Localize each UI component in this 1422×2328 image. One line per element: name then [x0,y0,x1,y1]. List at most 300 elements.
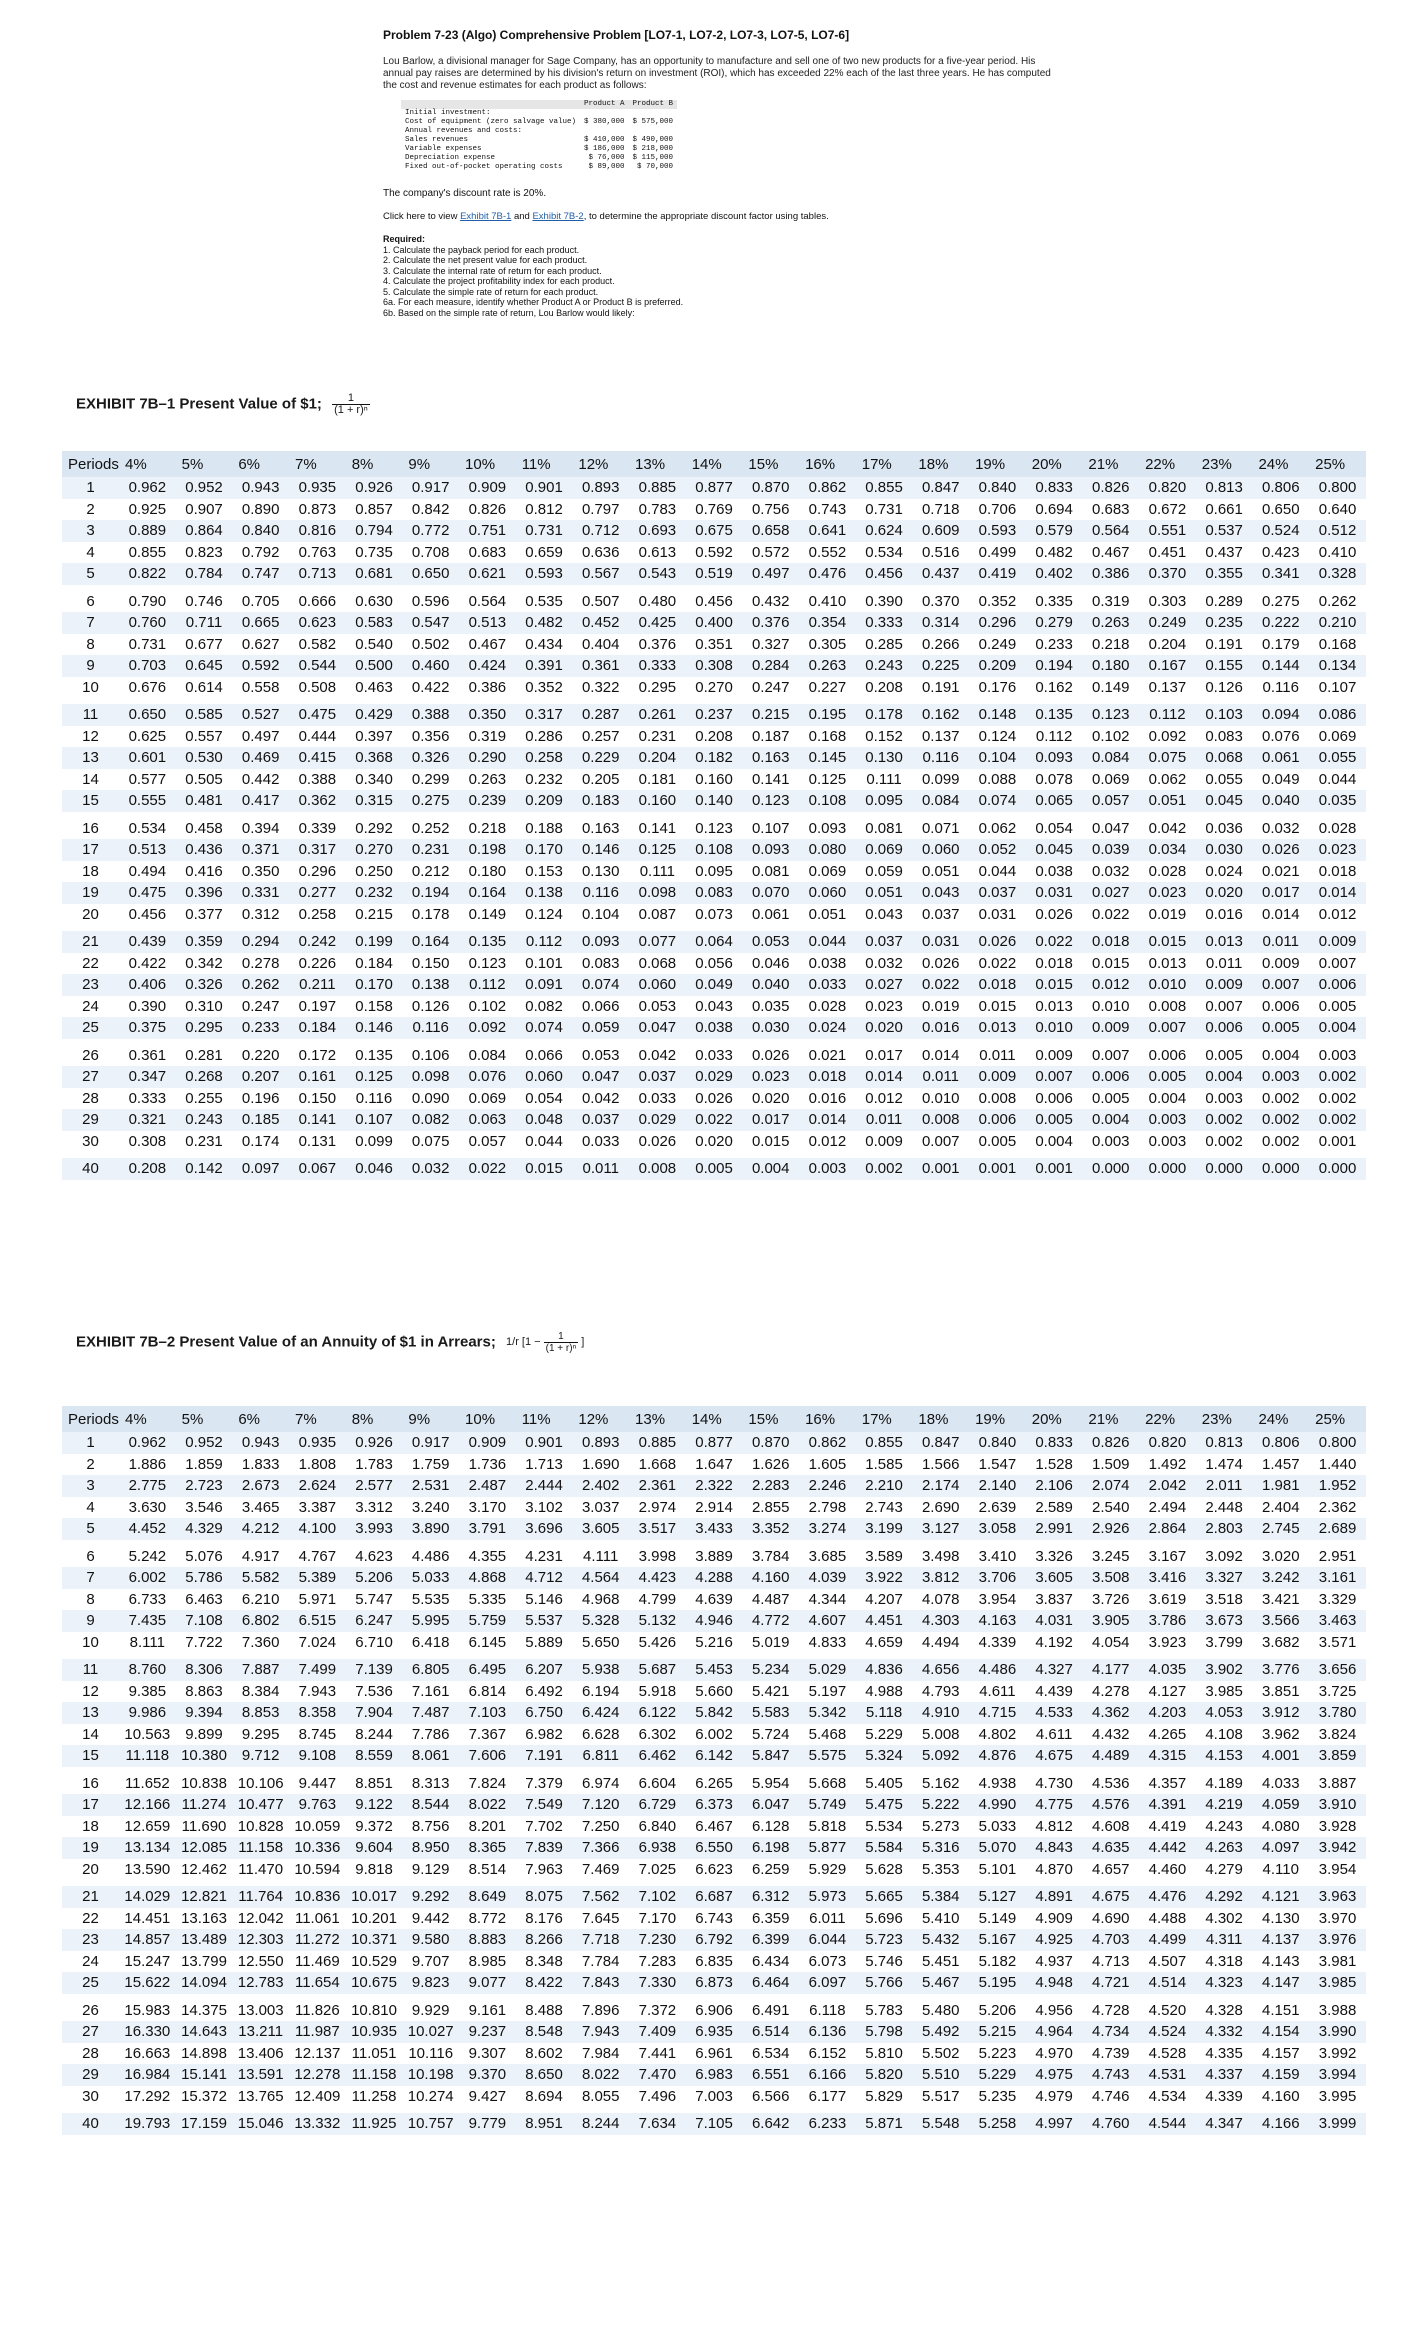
factor-cell: 0.022 [1082,904,1139,929]
factor-cell: 0.005 [686,1155,743,1180]
factor-cell: 4.362 [1082,1702,1139,1724]
factor-cell: 4.534 [1139,2086,1196,2111]
factor-cell: 4.917 [232,1543,289,1568]
factor-cell: 0.107 [1309,677,1366,702]
factor-cell: 0.909 [459,477,516,499]
factor-cell: 6.628 [572,1724,629,1746]
factor-cell: 4.231 [516,1543,573,1568]
factor-cell: 0.003 [1082,1131,1139,1156]
factor-cell: 11.061 [289,1908,346,1930]
factor-cell: 1.952 [1309,1475,1366,1497]
factor-cell: 0.053 [629,996,686,1018]
factor-cell: 4.207 [856,1589,913,1611]
factor-cell: 8.266 [516,1929,573,1951]
factor-cell: 0.592 [232,655,289,677]
factor-cell: 3.784 [742,1543,799,1568]
factor-cell: 3.517 [629,1518,686,1543]
factor-cell: 0.049 [1252,769,1309,791]
factor-cell: 0.060 [912,839,969,861]
factor-cell: 0.627 [232,634,289,656]
factor-cell: 0.665 [232,612,289,634]
factor-cell: 3.326 [1026,1543,1083,1568]
factor-cell: 7.722 [176,1632,233,1657]
factor-cell: 0.659 [516,542,573,564]
factor-cell: 0.047 [1082,815,1139,840]
factor-cell: 0.263 [459,769,516,791]
factor-cell: 3.498 [912,1543,969,1568]
factor-cell: 0.790 [119,588,176,613]
factor-cell: 0.706 [969,499,1026,521]
factor-cell: 0.731 [119,634,176,656]
factor-cell: 0.017 [742,1109,799,1131]
table-row [62,1567,1366,1589]
exhibit1-formula-den: (1 + r)ⁿ [334,404,368,416]
factor-cell: 0.386 [1082,563,1139,588]
factor-cell: 4.536 [1082,1770,1139,1795]
factor-cell: 0.215 [346,904,403,929]
factor-cell: 0.551 [1139,520,1196,542]
exhibit-instructions [383,211,1063,222]
required-item: 6a. For each measure, identify whether Product A or Product B is preferred. [383,297,684,307]
period-cell: 7 [62,1567,119,1589]
factor-cell: 10.106 [232,1770,289,1795]
exhibit2-formula-post: ] [581,1336,585,1349]
factor-cell: 0.094 [1252,701,1309,726]
factor-cell: 0.021 [799,1042,856,1067]
factor-cell: 0.075 [402,1131,459,1156]
factor-cell: 4.127 [1139,1681,1196,1703]
factor-cell: 0.178 [402,904,459,929]
factor-cell: 8.649 [459,1883,516,1908]
factor-cell: 8.384 [232,1681,289,1703]
factor-cell: 11.654 [289,1972,346,1997]
factor-cell: 0.196 [232,1088,289,1110]
factor-cell: 7.250 [572,1816,629,1838]
factor-cell: 0.198 [459,839,516,861]
factor-cell: 0.086 [1309,701,1366,726]
factor-cell: 4.160 [1252,2086,1309,2111]
factor-cell: 0.061 [1252,747,1309,769]
factor-cell: 8.111 [119,1632,176,1657]
factor-cell: 5.973 [799,1883,856,1908]
table-row [62,790,1366,815]
factor-cell: 4.721 [1082,1972,1139,1997]
required-section [383,234,1063,318]
factor-cell: 0.527 [232,701,289,726]
factor-cell: 0.231 [176,1131,233,1156]
exhibit-7b2-link[interactable]: Exhibit 7B-2 [532,211,584,222]
factor-cell: 1.759 [402,1454,459,1476]
factor-cell: 0.425 [629,612,686,634]
factor-cell: 4.712 [516,1567,573,1589]
factor-cell: 7.108 [176,1610,233,1632]
factor-cell: 6.534 [742,2043,799,2065]
factor-cell: 5.019 [742,1632,799,1657]
factor-cell: 3.037 [572,1497,629,1519]
factor-cell: 6.073 [799,1951,856,1973]
factor-cell: 0.018 [1026,953,1083,975]
table-row [62,839,1366,861]
factor-cell: 5.405 [856,1770,913,1795]
factor-cell: 0.641 [799,520,856,542]
table-row [62,1656,1366,1681]
factor-cell: 4.675 [1026,1745,1083,1770]
factor-cell: 5.421 [742,1681,799,1703]
factor-cell: 0.001 [912,1155,969,1180]
period-cell: 17 [62,839,119,861]
factor-cell: 0.009 [1252,953,1309,975]
factor-cell: 3.706 [969,1567,1026,1589]
table-row [62,928,1366,953]
factor-cell: 0.005 [1252,1017,1309,1042]
table-row [62,2021,1366,2043]
factor-cell: 0.027 [1082,882,1139,904]
factor-cell: 5.584 [856,1837,913,1859]
factor-cell: 4.531 [1139,2064,1196,2086]
product-table-cell: $ 76,000 [588,154,625,162]
factor-cell: 0.168 [799,726,856,748]
factor-cell: 0.209 [969,655,1026,677]
factor-cell: 6.002 [686,1724,743,1746]
factor-cell: 0.650 [1252,499,1309,521]
factor-cell: 3.630 [119,1497,176,1519]
factor-cell: 0.893 [572,1432,629,1454]
period-cell: 23 [62,974,119,996]
factor-cell: 0.513 [459,612,516,634]
factor-cell: 4.151 [1252,1997,1309,2022]
factor-cell: 0.116 [402,1017,459,1042]
factor-cell: 3.887 [1309,1770,1366,1795]
factor-cell: 0.082 [402,1109,459,1131]
factor-cell: 8.544 [402,1794,459,1816]
factor-cell: 0.002 [856,1155,913,1180]
table-row [62,1816,1366,1838]
exhibit2-table-wrap [62,1406,1366,2135]
factor-cell: 0.500 [346,655,403,677]
factor-cell: 5.206 [969,1997,1026,2022]
factor-cell: 0.161 [289,1066,346,1088]
required-item: 4. Calculate the project profitability index for each product. [383,276,615,286]
factor-cell: 3.922 [856,1567,913,1589]
factor-cell: 5.242 [119,1543,176,1568]
factor-cell: 0.002 [1309,1088,1366,1110]
factor-cell: 0.135 [459,928,516,953]
factor-cell: 0.857 [346,499,403,521]
factor-cell: 0.582 [289,634,346,656]
factor-cell: 5.847 [742,1745,799,1770]
factor-cell: 0.233 [1026,634,1083,656]
factor-cell: 8.055 [572,2086,629,2111]
factor-cell: 0.266 [912,634,969,656]
factor-cell: 0.564 [1082,520,1139,542]
factor-cell: 0.731 [516,520,573,542]
factor-cell: 5.918 [629,1681,686,1703]
factor-cell: 0.962 [119,1432,176,1454]
factor-cell: 0.031 [1026,882,1083,904]
factor-cell: 7.435 [119,1610,176,1632]
factor-cell: 6.265 [686,1770,743,1795]
factor-cell: 0.081 [856,815,913,840]
factor-cell: 0.148 [969,701,1026,726]
factor-cell: 0.141 [289,1109,346,1131]
factor-cell: 4.728 [1082,1997,1139,2022]
factor-cell: 0.023 [856,996,913,1018]
factor-cell: 0.077 [629,928,686,953]
factor-cell: 7.367 [459,1724,516,1746]
factor-cell: 0.208 [119,1155,176,1180]
factor-cell: 10.675 [346,1972,403,1997]
rate-header: 11% [516,1406,573,1432]
factor-cell: 3.993 [346,1518,403,1543]
factor-cell: 6.011 [799,1908,856,1930]
factor-cell: 0.066 [516,1042,573,1067]
factor-cell: 0.275 [402,790,459,815]
rate-header: 9% [402,451,459,477]
table-row [62,1543,1366,1568]
factor-cell: 9.372 [346,1816,403,1838]
factor-cell: 0.184 [346,953,403,975]
exhibit1-table-wrap [62,451,1366,1180]
table-row [62,1088,1366,1110]
factor-cell: 11.925 [346,2110,403,2135]
factor-cell: 0.204 [629,747,686,769]
period-cell: 12 [62,1681,119,1703]
factor-cell: 0.822 [119,563,176,588]
factor-cell: 0.452 [572,612,629,634]
factor-cell: 0.011 [856,1109,913,1131]
factor-cell: 0.026 [1026,904,1083,929]
factor-cell: 5.273 [912,1816,969,1838]
factor-cell: 0.247 [742,677,799,702]
factor-cell: 0.038 [799,953,856,975]
factor-cell: 4.507 [1139,1951,1196,1973]
factor-cell: 0.289 [1196,588,1253,613]
factor-cell: 4.564 [572,1567,629,1589]
factor-cell: 0.328 [1309,563,1366,588]
exhibit1-title-text: EXHIBIT 7B–1 Present Value of $1; [76,395,322,413]
factor-cell: 0.218 [1082,634,1139,656]
factor-cell: 0.833 [1026,1432,1083,1454]
factor-cell: 4.130 [1252,1908,1309,1930]
factor-cell: 10.274 [402,2086,459,2111]
rate-header: 20% [1026,1406,1083,1432]
factor-cell: 0.456 [686,588,743,613]
factor-cell: 0.208 [686,726,743,748]
period-cell: 20 [62,904,119,929]
factor-cell: 5.223 [969,2043,1026,2065]
factor-cell: 0.855 [856,1432,913,1454]
factor-cell: 0.153 [516,861,573,883]
factor-cell: 15.046 [232,2110,289,2135]
factor-cell: 4.157 [1252,2043,1309,2065]
factor-cell: 4.177 [1082,1656,1139,1681]
factor-cell: 6.750 [516,1702,573,1724]
factor-cell: 3.942 [1309,1837,1366,1859]
factor-cell: 0.826 [1082,1432,1139,1454]
factor-cell: 0.305 [799,634,856,656]
factor-cell: 0.138 [516,882,573,904]
factor-cell: 12.550 [232,1951,289,1973]
factor-cell: 5.167 [969,1929,1026,1951]
factor-cell: 4.988 [856,1681,913,1703]
factor-cell: 0.577 [119,769,176,791]
factor-cell: 1.547 [969,1454,1026,1476]
factor-cell: 2.639 [969,1497,1026,1519]
period-cell: 8 [62,634,119,656]
factor-cell: 0.000 [1196,1155,1253,1180]
period-cell: 17 [62,1794,119,1816]
factor-cell: 0.102 [1082,726,1139,748]
factor-cell: 0.661 [1196,499,1253,521]
rate-header: 7% [289,1406,346,1432]
factor-cell: 0.044 [799,928,856,953]
factor-cell: 0.333 [119,1088,176,1110]
exhibit-7b1-link[interactable]: Exhibit 7B-1 [460,211,512,222]
factor-cell: 6.491 [742,1997,799,2022]
factor-cell: 0.416 [176,861,233,883]
factor-cell: 0.111 [629,861,686,883]
factor-cell: 3.387 [289,1497,346,1519]
factor-cell: 0.071 [912,815,969,840]
table-row [62,1589,1366,1611]
factor-cell: 2.448 [1196,1497,1253,1519]
factor-cell: 13.332 [289,2110,346,2135]
factor-cell: 0.672 [1139,499,1196,521]
factor-cell: 0.885 [629,477,686,499]
factor-cell: 0.404 [572,634,629,656]
factor-cell: 4.746 [1082,2086,1139,2111]
product-table-cell: $ 410,000 [584,136,625,144]
factor-cell: 0.855 [119,542,176,564]
factor-cell: 10.563 [119,1724,176,1746]
factor-cell: 0.008 [969,1088,1026,1110]
factor-cell: 5.783 [856,1997,913,2022]
factor-cell: 0.026 [629,1131,686,1156]
factor-cell: 0.152 [856,726,913,748]
factor-cell: 6.302 [629,1724,686,1746]
factor-cell: 3.962 [1252,1724,1309,1746]
factor-cell: 4.318 [1196,1951,1253,1973]
factor-cell: 0.583 [346,612,403,634]
factor-cell: 0.243 [176,1109,233,1131]
rate-header: 24% [1252,451,1309,477]
factor-cell: 4.690 [1082,1908,1139,1930]
factor-cell: 6.710 [346,1632,403,1657]
factor-cell: 0.012 [1082,974,1139,996]
factor-cell: 2.926 [1082,1518,1139,1543]
factor-cell: 4.799 [629,1589,686,1611]
factor-cell: 0.735 [346,542,403,564]
factor-cell: 0.030 [1196,839,1253,861]
table-row [62,1066,1366,1088]
factor-cell: 0.146 [572,839,629,861]
factor-cell: 0.402 [1026,563,1083,588]
factor-cell: 0.184 [289,1017,346,1042]
factor-cell: 3.912 [1252,1702,1309,1724]
factor-cell: 0.007 [1026,1066,1083,1088]
exhibit2-formula [506,1331,585,1354]
factor-cell: 0.232 [346,882,403,904]
factor-cell: 8.745 [289,1724,346,1746]
factor-cell: 6.233 [799,2110,856,2135]
factor-cell: 4.001 [1252,1745,1309,1770]
factor-cell: 5.582 [232,1567,289,1589]
factor-cell: 0.422 [402,677,459,702]
factor-cell: 0.015 [516,1155,573,1180]
product-table-header: Product B [629,100,678,109]
factor-cell: 0.262 [232,974,289,996]
factor-cell: 0.456 [119,904,176,929]
factor-cell: 10.027 [402,2021,459,2043]
factor-cell: 0.294 [232,928,289,953]
factor-cell: 0.015 [969,996,1026,1018]
factor-cell: 5.535 [402,1589,459,1611]
factor-cell: 0.082 [516,996,573,1018]
factor-cell: 10.477 [232,1794,289,1816]
factor-cell: 0.544 [289,655,346,677]
product-table-row [401,145,677,154]
factor-cell: 0.585 [176,701,233,726]
factor-cell: 0.013 [1196,928,1253,953]
factor-cell: 0.650 [119,701,176,726]
factor-cell: 0.123 [742,790,799,815]
product-table-cell: Cost of equipment (zero salvage value) [405,118,577,126]
factor-cell: 0.039 [1082,839,1139,861]
rate-header: 22% [1139,451,1196,477]
factor-cell: 0.002 [1252,1109,1309,1131]
factor-cell: 0.394 [232,815,289,840]
factor-cell: 6.495 [459,1656,516,1681]
factor-cell: 0.020 [742,1088,799,1110]
factor-cell: 4.054 [1082,1632,1139,1657]
factor-cell: 0.596 [402,588,459,613]
factor-cell: 4.423 [629,1567,686,1589]
factor-cell: 4.657 [1082,1859,1139,1884]
factor-cell: 5.076 [176,1543,233,1568]
rate-header: 21% [1082,451,1139,477]
factor-cell: 0.901 [516,1432,573,1454]
table-row [62,1610,1366,1632]
table-row [62,1883,1366,1908]
factor-cell: 0.351 [686,634,743,656]
required-item: 1. Calculate the payback period for each product. [383,244,580,255]
factor-cell: 0.507 [572,588,629,613]
factor-cell: 0.386 [459,677,516,702]
factor-cell: 4.219 [1196,1794,1253,1816]
factor-cell: 0.051 [912,861,969,883]
factor-cell: 0.060 [629,974,686,996]
factor-cell: 0.593 [516,563,573,588]
factor-cell: 0.870 [742,477,799,499]
factor-cell: 0.006 [969,1109,1026,1131]
factor-cell: 0.359 [176,928,233,953]
factor-cell: 0.243 [856,655,913,677]
factor-cell: 7.984 [572,2043,629,2065]
factor-cell: 4.159 [1252,2064,1309,2086]
factor-cell: 7.025 [629,1859,686,1884]
factor-cell: 0.069 [799,861,856,883]
factor-cell: 0.666 [289,588,346,613]
factor-cell: 0.018 [969,974,1026,996]
factor-cell: 0.613 [629,542,686,564]
factor-cell: 0.004 [1196,1066,1253,1088]
factor-cell: 0.020 [1196,882,1253,904]
factor-cell: 13.489 [176,1929,233,1951]
factor-cell: 4.192 [1026,1632,1083,1657]
problem-intro: Lou Barlow, a divisional manager for Sage Company, has an opportunity to manufacture and sell one of two new products for a five-year period. His annual pay raises are determined by his division's return on investment (ROI), which has exceeded 22% each of the last three years. He has computed the cost and revenue estimates for each product as follows: [383,56,1051,91]
product-cost-table [401,100,677,172]
factor-cell: 5.328 [572,1610,629,1632]
